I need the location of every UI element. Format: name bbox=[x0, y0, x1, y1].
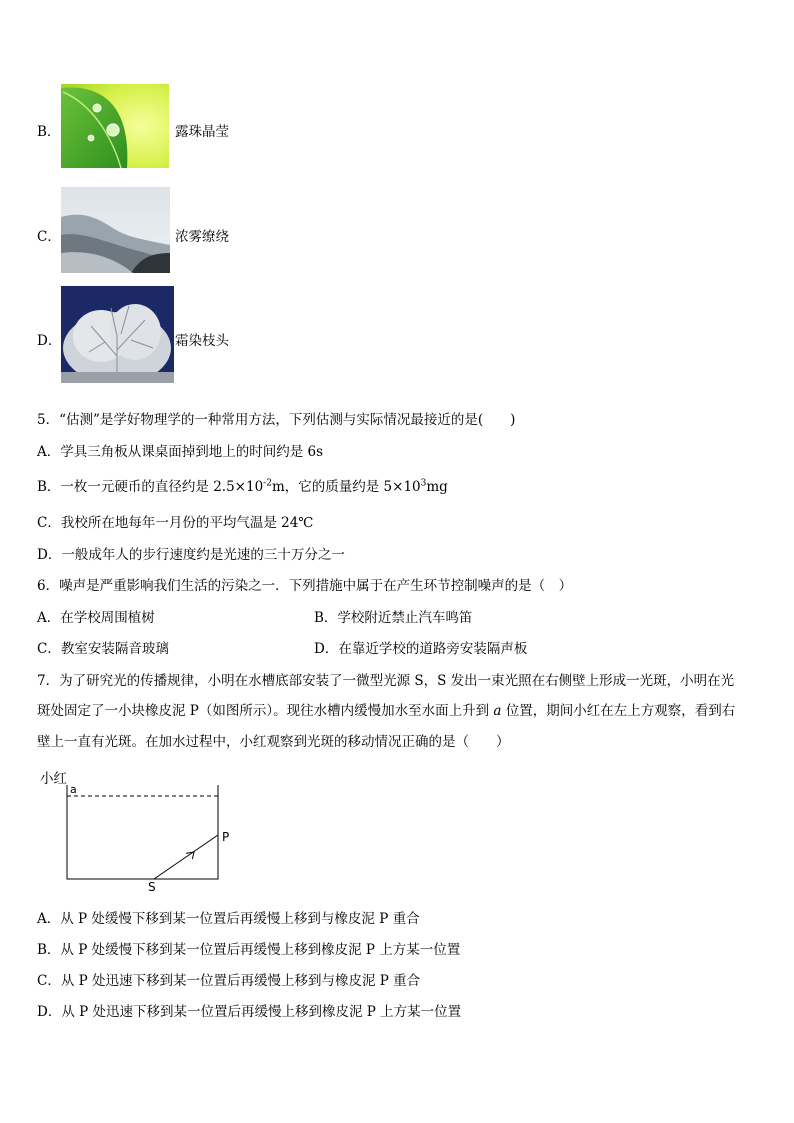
option-b-label: B． bbox=[37, 124, 61, 140]
frosted-branches-image bbox=[61, 286, 174, 383]
water-tank-diagram bbox=[60, 780, 250, 895]
q5-option-c: C．我校所在地每年一月份的平均气温是 24℃ bbox=[37, 515, 314, 531]
observer-label: 小红 bbox=[40, 771, 67, 787]
light-ray bbox=[154, 835, 218, 879]
q7-stem-line1: 7．为了研究光的传播规律，小明在水槽底部安装了一微型光源 S，S 发出一束光照在右侧壁上形成一光斑，小明在光 bbox=[37, 673, 735, 689]
option-d-caption: 霜染枝头 bbox=[175, 333, 229, 349]
q5-stem: 5．“估测”是学好物理学的一种常用方法，下列估测与实际情况最接近的是( ) bbox=[37, 412, 516, 428]
q5-option-d: D．一般成年人的步行速度约是光速的三十万分之一 bbox=[37, 547, 345, 563]
dewdrop-leaf-image bbox=[61, 84, 169, 168]
level-a-label: a bbox=[70, 783, 77, 796]
q6-option-b: B．学校附近禁止汽车鸣笛 bbox=[314, 610, 473, 626]
q6-option-a: A．在学校周围植树 bbox=[37, 610, 155, 626]
q7-stem-line2: 斑处固定了一小块橡皮泥 P（如图所示）。现往水槽内缓慢加水至水面上升到 a 位置，期间小红在左上方观察，看到右 bbox=[37, 703, 736, 719]
option-c-label: C． bbox=[37, 229, 61, 245]
q7-option-c: C．从 P 处迅速下移到某一位置后再缓慢上移到与橡皮泥 P 重合 bbox=[37, 973, 421, 989]
source-s-label: S bbox=[148, 880, 156, 894]
option-b-caption: 露珠晶莹 bbox=[175, 124, 229, 140]
option-d-label: D． bbox=[37, 333, 62, 349]
q5-option-a: A．学具三角板从课桌面掉到地上的时间约是 6s bbox=[37, 444, 324, 460]
q5-option-b: B．一枚一元硬币的直径约是 $2.5\times 10^{-2}m$，它的质量约是 $5\times 10^3mg$ bbox=[37, 478, 448, 495]
point-p-label: P bbox=[222, 830, 230, 844]
option-c-caption: 浓雾缭绕 bbox=[175, 229, 229, 245]
misty-mountains-image bbox=[61, 187, 170, 273]
q6-stem: 6．噪声是严重影响我们生活的污染之一．下列措施中属于在产生环节控制噪声的是（ ） bbox=[37, 578, 573, 594]
q7-option-a: A．从 P 处缓慢下移到某一位置后再缓慢上移到与橡皮泥 P 重合 bbox=[37, 911, 420, 927]
q7-option-d: D．从 P 处迅速下移到某一位置后再缓慢上移到橡皮泥 P 上方某一位置 bbox=[37, 1004, 462, 1020]
q7-stem-line3: 壁上一直有光斑。在加水过程中，小红观察到光斑的移动情况正确的是（ ） bbox=[37, 734, 510, 750]
q6-option-d: D．在靠近学校的道路旁安装隔声板 bbox=[314, 641, 528, 657]
q6-option-c: C．教室安装隔音玻璃 bbox=[37, 641, 169, 657]
q7-option-b: B．从 P 处缓慢下移到某一位置后再缓慢上移到橡皮泥 P 上方某一位置 bbox=[37, 942, 461, 958]
